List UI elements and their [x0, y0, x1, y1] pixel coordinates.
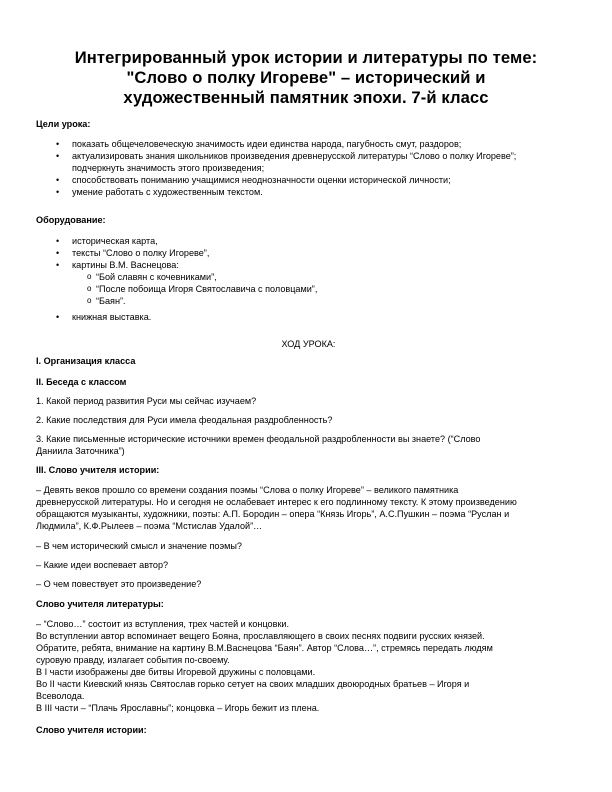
equipment-item: • картины В.М. Васнецова:: [50, 259, 580, 271]
goal-item: • актуализировать знания школьников произведения древнерусской литературы “Слово о полку Игореве”;: [50, 150, 580, 162]
equipment-heading: Оборудование:: [36, 215, 106, 225]
section-2-heading: II. Беседа с классом: [36, 377, 127, 387]
section-1-heading: I. Организация класса: [36, 356, 136, 366]
paragraph-line: обращаются музыканты, художники, поэты: А.П. Бородин – опера “Князь Игорь”, А.С.Пушкин – поэма “Руслан и: [36, 509, 510, 519]
question-ideas: – Какие идеи воспевает автор?: [36, 560, 169, 570]
paragraph-line: Людмила”, К.Ф.Рылеев – поэма “Мстислав Удалой”…: [36, 521, 263, 531]
question-1: 1. Какой период развития Руси мы сейчас изучаем?: [36, 396, 257, 406]
history-teacher-heading: Слово учителя истории:: [36, 725, 147, 735]
goals-list: [50, 138, 580, 198]
title-line-1: Интегрированный урок истории и литературы по теме:: [74, 48, 538, 67]
paragraph-line: Всеволода.: [36, 691, 85, 701]
question-3-line-1: 3. Какие письменные исторические источники времен феодальной раздробленности вы знаете? (“Слово: [36, 434, 481, 444]
question-3-line-2: Даниила Заточника”): [36, 446, 125, 456]
question-content: – О чем повествует это произведение?: [36, 579, 202, 589]
question-meaning: – В чем исторический смысл и значение поэмы?: [36, 541, 242, 551]
literature-teacher-paragraph: [36, 618, 581, 714]
question-2: 2. Какие последствия для Руси имела феодальная раздробленность?: [36, 415, 333, 425]
page-title: [30, 48, 582, 108]
paintings-list: [50, 271, 580, 307]
history-intro-paragraph: [36, 484, 581, 532]
goal-item: • умение работать с художественным текстом.: [50, 186, 580, 198]
literature-teacher-heading: Слово учителя литературы:: [36, 599, 164, 609]
equipment-item: • тексты “Слово о полку Игореве”,: [50, 247, 580, 259]
paragraph-line: Во II части Киевский князь Святослав горько сетует на своих младших двоюродных братьев – Игоря и: [36, 679, 470, 689]
painting-item: o “Бой славян с кочевниками”,: [50, 271, 580, 283]
paragraph-line: Во вступлении автор вспоминает вещего Бояна, прославляющего в своих песнях подвиги русских князей.: [36, 631, 485, 641]
goal-item: • способствовать пониманию учащимися неоднозначности оценки исторической личности;: [50, 174, 580, 186]
equipment-list: [50, 235, 580, 271]
goals-heading: Цели урока:: [36, 119, 91, 129]
title-line-2: "Слово о полку Игореве" – исторический и: [126, 68, 486, 87]
course-heading: ХОД УРОКА:: [281, 339, 336, 349]
paragraph-line: В I части изображены две битвы Игоревой дружины с половцами.: [36, 667, 316, 677]
painting-item: o “Баян”.: [50, 295, 580, 307]
question-3: [36, 433, 581, 457]
equipment-list-end: [50, 311, 580, 323]
equipment-item: • книжная выставка.: [50, 311, 580, 323]
paragraph-line: древнерусской литературы. Но и сегодня не ослабевает интерес к его подлинному тексту. К этому произведению: [36, 497, 517, 507]
paragraph-line: В III части – “Плачь Ярославны”; концовка – Игорь бежит из плена.: [36, 703, 320, 713]
goal-item: • показать общечеловеческую значимость идеи единства народа, пагубность смут, раздоров;: [50, 138, 580, 150]
paragraph-line: Обратите, ребята, внимание на картину В.М.Васнецова “Баян”. Автор “Слова…”, стремясь передать людям: [36, 643, 493, 653]
paragraph-line: – Девять веков прошло со времени создания поэмы “Слова о полку Игореве” – великого памятника: [36, 485, 459, 495]
painting-item: o “После побоища Игоря Святославича с половцами”,: [50, 283, 580, 295]
goal-item: подчеркнуть значимость этого произведения;: [72, 163, 265, 173]
title-line-3: художественный памятник эпохи. 7-й класс: [123, 88, 489, 107]
section-3-heading: III. Слово учителя истории:: [36, 465, 160, 475]
paragraph-line: – “Слово…” состоит из вступления, трех частей и концовки.: [36, 619, 290, 629]
paragraph-line: суровую правду, излагает события по-своему.: [36, 655, 230, 665]
equipment-item: • историческая карта,: [50, 235, 580, 247]
